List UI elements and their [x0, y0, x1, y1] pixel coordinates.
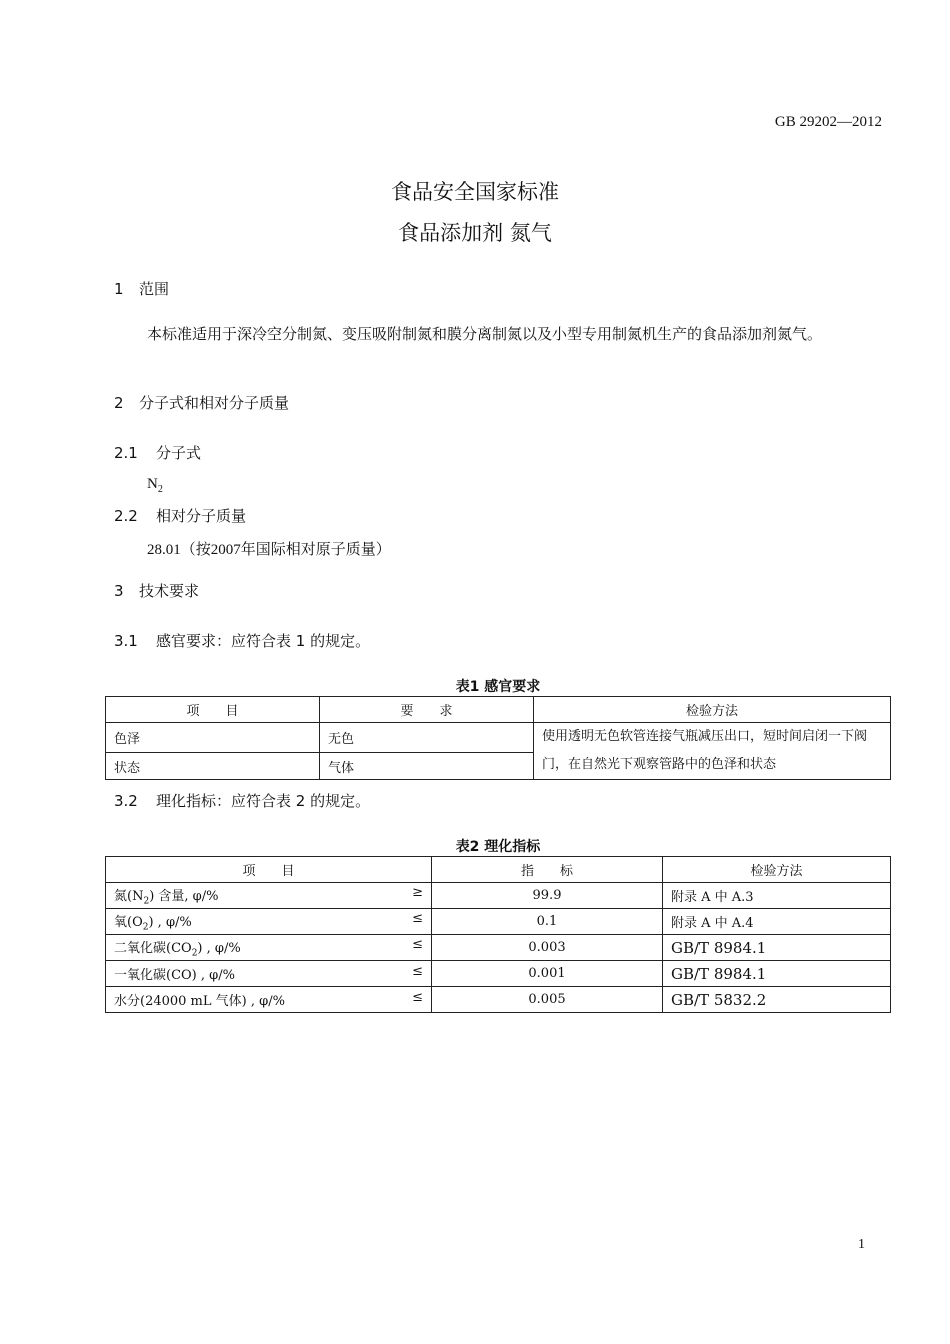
section-number: 2.2	[114, 507, 138, 525]
item-cell	[106, 987, 432, 1013]
section-number: 2	[114, 394, 124, 412]
section-2-heading	[114, 392, 289, 413]
section-title: 分子式和相对分子质量	[139, 394, 290, 412]
item-name: 水分(24000 mL 气体) , φ/%	[114, 994, 285, 1009]
comparison-operator: ≥	[412, 884, 423, 900]
section-number: 3	[114, 582, 124, 600]
molecular-formula	[147, 476, 163, 495]
page-number: 1	[858, 1237, 865, 1252]
item-unit: ) , φ/%	[197, 940, 241, 956]
column-header: 检验方法	[663, 857, 891, 883]
method-cell: 附录 A 中 A.4	[663, 909, 891, 935]
section-title: 相对分子质量	[156, 507, 247, 525]
item-cell	[106, 961, 432, 987]
item-subscript: 2	[142, 922, 149, 933]
comparison-operator: ≤	[412, 910, 423, 926]
value-cell: 0.003	[432, 935, 663, 961]
table-row	[106, 723, 891, 753]
comparison-operator: ≤	[412, 936, 423, 952]
column-header: 项 目	[106, 697, 320, 723]
section-title: 分子式	[156, 444, 202, 462]
section-3-heading	[114, 580, 199, 601]
section-number: 1	[114, 280, 124, 298]
requirement-cell: 无色	[320, 723, 534, 753]
item-cell: 色泽	[106, 723, 320, 753]
table-row	[106, 935, 891, 961]
table-row	[106, 883, 891, 909]
sensory-requirements-table	[105, 696, 891, 780]
method-cell: 附录 A 中 A.3	[663, 883, 891, 909]
item-subscript: 2	[143, 896, 150, 907]
table-header-row	[106, 697, 891, 723]
section-number: 3.2	[114, 792, 138, 810]
method-cell: GB/T 8984.1	[663, 935, 891, 961]
formula-subscript: 2	[157, 484, 163, 495]
section-3-1-heading	[114, 630, 370, 651]
section-number: 3.1	[114, 632, 138, 650]
comparison-operator: ≤	[412, 990, 423, 1005]
column-header: 要 求	[320, 697, 534, 723]
column-header: 检验方法	[534, 697, 891, 723]
item-name: 氧(O	[114, 914, 143, 930]
table-row	[106, 961, 891, 987]
method-cell: 使用透明无色软管连接气瓶减压出口，短时间启闭一下阀门，在自然光下观察管路中的色泽和状态	[534, 723, 891, 780]
section-1-heading	[114, 278, 169, 299]
item-unit: ) 含量, φ/%	[149, 888, 219, 904]
table-row	[106, 909, 891, 935]
document-title: 食品安全国家标准	[391, 180, 559, 204]
table-2-caption: 表2 理化指标	[455, 839, 541, 855]
table-1-caption: 表1 感官要求	[455, 679, 541, 695]
section-title: 感官要求：应符合表 1 的规定。	[156, 632, 371, 650]
item-cell	[106, 909, 432, 935]
section-title: 范围	[139, 280, 170, 298]
scope-paragraph: 本标准适用于深冷空分制氮、变压吸附制氮和膜分离制氮以及小型专用制氮机生产的食品添加剂氮气。	[147, 325, 823, 343]
item-cell: 状态	[106, 753, 320, 780]
item-subscript: 2	[191, 948, 198, 959]
column-header: 项 目	[106, 857, 432, 883]
item-name: 一氧化碳(CO) , φ/%	[114, 968, 235, 983]
molecular-mass: 28.01（按2007年国际相对原子质量）	[147, 542, 391, 558]
method-cell: GB/T 5832.2	[663, 987, 891, 1013]
section-title: 技术要求	[139, 582, 200, 600]
section-title: 理化指标：应符合表 2 的规定。	[156, 792, 371, 810]
formula-base: N	[147, 476, 158, 492]
method-cell: GB/T 8984.1	[663, 961, 891, 987]
value-cell: 0.005	[432, 987, 663, 1013]
item-cell	[106, 935, 432, 961]
column-header: 指 标	[432, 857, 663, 883]
requirement-cell: 气体	[320, 753, 534, 780]
value-cell: 0.001	[432, 961, 663, 987]
value-cell: 0.1	[432, 909, 663, 935]
item-name: 二氧化碳(CO	[114, 940, 192, 956]
item-cell	[106, 883, 432, 909]
value-cell: 99.9	[432, 883, 663, 909]
document-subtitle: 食品添加剂 氮气	[398, 221, 552, 245]
physicochemical-indicators-table	[105, 856, 891, 1013]
table-header-row	[106, 857, 891, 883]
table-row	[106, 987, 891, 1013]
item-unit: ) , φ/%	[148, 914, 192, 930]
comparison-operator: ≤	[412, 964, 423, 979]
section-2-1-heading	[114, 442, 201, 463]
section-number: 2.1	[114, 444, 138, 462]
item-name: 氮(N	[114, 888, 144, 904]
section-3-2-heading	[114, 790, 370, 811]
section-2-2-heading	[114, 505, 246, 526]
standard-number: GB 29202—2012	[774, 114, 882, 130]
